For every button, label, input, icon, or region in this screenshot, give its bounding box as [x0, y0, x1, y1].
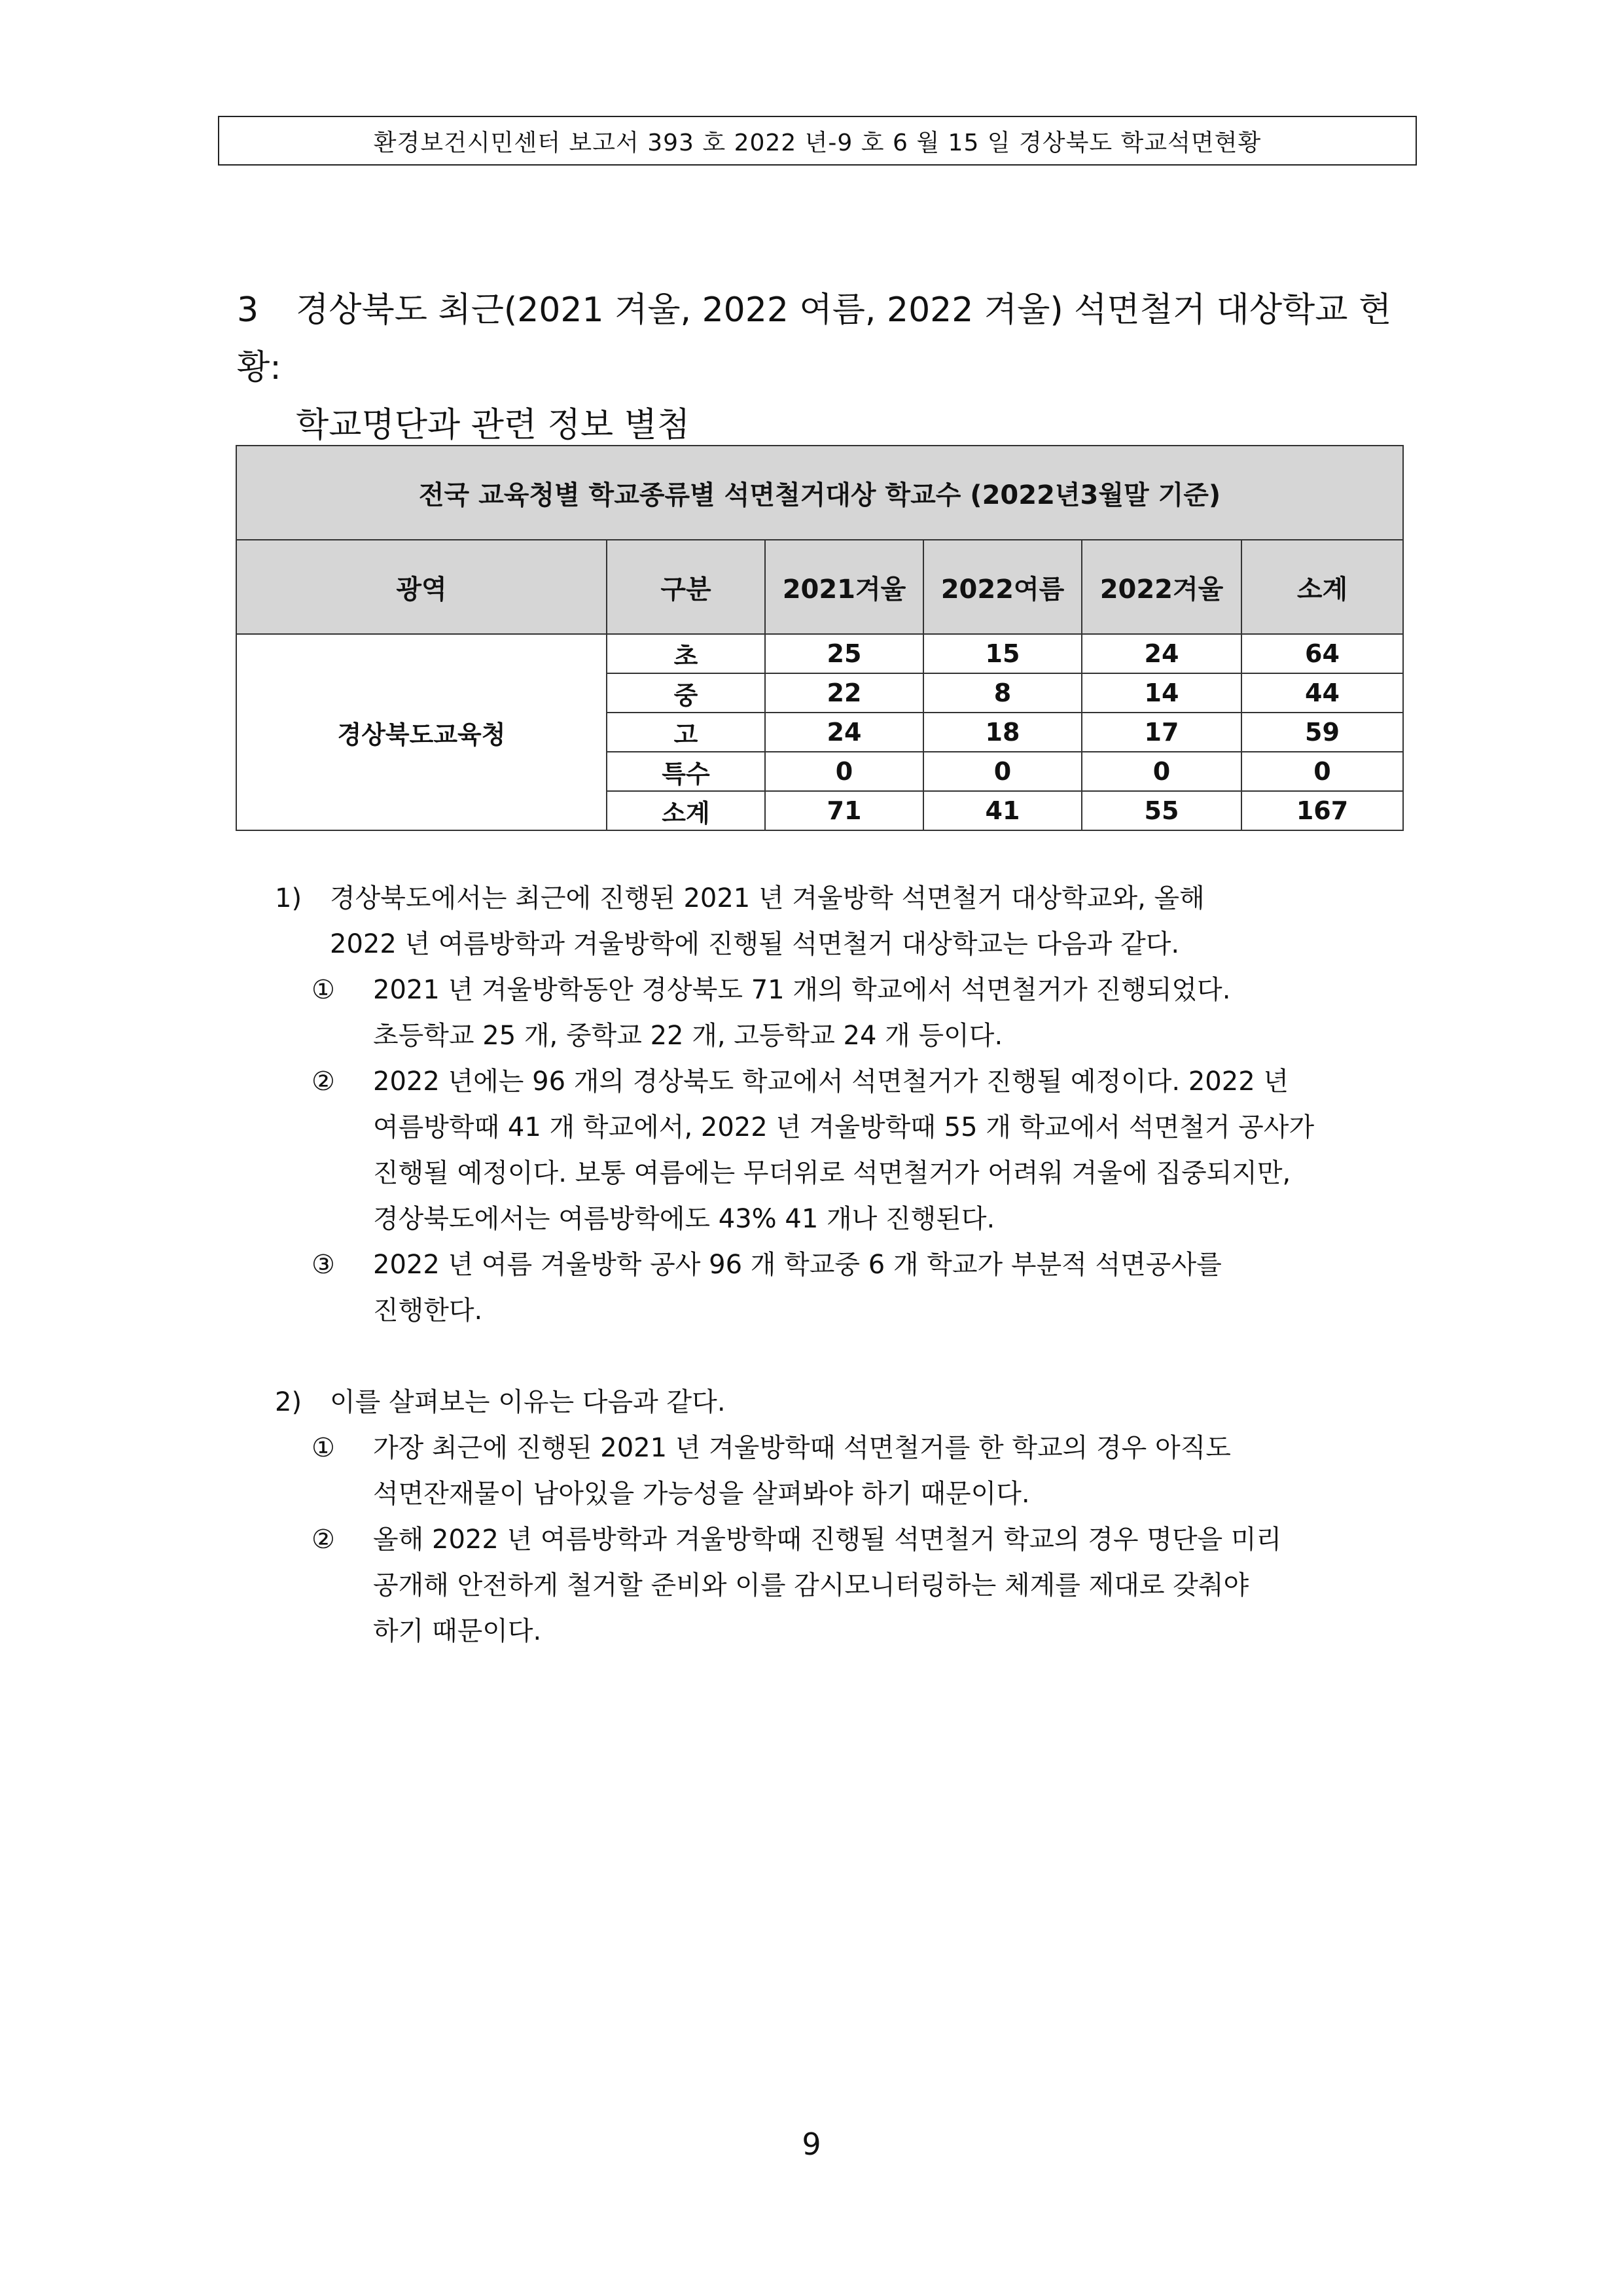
section-number: 3 — [237, 291, 259, 330]
column-header: 2021겨울 — [765, 540, 923, 634]
paragraph-line: 2021 년 겨울방학동안 경상북도 71 개의 학교에서 석면철거가 진행되었다. — [373, 975, 1231, 1005]
paragraph-line: 2022 년에는 96 개의 경상북도 학교에서 석면철거가 진행될 예정이다. 2022 년 — [373, 1067, 1289, 1097]
table-cell: 0 — [1082, 752, 1241, 791]
table-title-row — [236, 446, 1403, 540]
table-cell: 22 — [765, 673, 923, 713]
table-cell: 초 — [607, 634, 765, 673]
table-cell: 24 — [1082, 634, 1241, 673]
circled-number: ① — [312, 975, 335, 1005]
sub-item — [275, 967, 1400, 1059]
table-cell: 24 — [765, 713, 923, 752]
column-header: 구분 — [607, 540, 765, 634]
paragraph-line: 여름방학때 41 개 학교에서, 2022 년 겨울방학때 55 개 학교에서 석면철거 공사가 — [373, 1112, 1315, 1142]
table-cell: 18 — [923, 713, 1082, 752]
page-number: 9 — [802, 2127, 821, 2162]
section-title-line2: 학교명단과 관련 정보 별첨 — [296, 406, 690, 445]
table-row — [236, 634, 1403, 673]
section-title-line1: 경상북도 최근(2021 겨울, 2022 여름, 2022 겨울) 석면철거 대상학교 현황: — [237, 291, 1392, 387]
circled-number: ① — [312, 1433, 335, 1463]
table-cell: 고 — [607, 713, 765, 752]
school-count-table — [236, 445, 1404, 831]
section-heading — [237, 281, 1415, 454]
circled-number: ② — [312, 1525, 335, 1555]
table-cell: 17 — [1082, 713, 1241, 752]
paragraph-line: 초등학교 25 개, 중학교 22 개, 고등학교 24 개 등이다. — [373, 1021, 1003, 1051]
table-cell: 0 — [923, 752, 1082, 791]
table-cell: 0 — [765, 752, 923, 791]
table-cell: 15 — [923, 634, 1082, 673]
column-header: 소계 — [1241, 540, 1403, 634]
report-header — [218, 116, 1417, 166]
sub-item — [275, 1425, 1400, 1517]
sub-item — [275, 1517, 1400, 1654]
circled-number: ③ — [312, 1250, 335, 1280]
table-cell: 중 — [607, 673, 765, 713]
spacer — [275, 1333, 1400, 1379]
table-cell: 44 — [1241, 673, 1403, 713]
table-cell: 55 — [1082, 791, 1241, 830]
body-text — [275, 875, 1400, 1654]
paragraph-line: 석면잔재물이 남아있을 가능성을 살펴봐야 하기 때문이다. — [373, 1479, 1030, 1509]
paragraph-line: 이를 살펴보는 이유는 다음과 같다. — [330, 1387, 726, 1417]
table-cell: 0 — [1241, 752, 1403, 791]
column-header: 2022여름 — [923, 540, 1082, 634]
paragraph-line: 진행한다. — [373, 1296, 483, 1326]
table-title: 전국 교육청별 학교종류별 석면철거대상 학교수 (2022년3월말 기준) — [236, 446, 1403, 540]
paragraph-line: 올해 2022 년 여름방학과 겨울방학때 진행될 석면철거 학교의 경우 명단을 미리 — [373, 1525, 1282, 1555]
report-header-text: 환경보건시민센터 보고서 393 호 2022 년-9 호 6 월 15 일 경상북도 학교석면현황 — [373, 129, 1262, 156]
table-cell: 71 — [765, 791, 923, 830]
table-cell: 특수 — [607, 752, 765, 791]
region-cell: 경상북도교육청 — [236, 634, 607, 830]
sub-item — [275, 1242, 1400, 1333]
table-cell: 14 — [1082, 673, 1241, 713]
list-marker: 2) — [275, 1387, 302, 1417]
paragraph-line: 경상북도에서는 최근에 진행된 2021 년 겨울방학 석면철거 대상학교와, 올해 — [330, 883, 1205, 913]
paragraph-line: 공개해 안전하게 철거할 준비와 이를 감시모니터링하는 체계를 제대로 갖춰야 — [373, 1570, 1249, 1600]
table-cell: 25 — [765, 634, 923, 673]
paragraph-line: 하기 때문이다. — [373, 1616, 542, 1646]
list-item-1 — [275, 875, 1400, 967]
table-cell: 64 — [1241, 634, 1403, 673]
paragraph-line: 2022 년 여름 겨울방학 공사 96 개 학교중 6 개 학교가 부분적 석면공사를 — [373, 1250, 1222, 1280]
list-marker: 1) — [275, 883, 302, 913]
paragraph-line: 진행될 예정이다. 보통 여름에는 무더위로 석면철거가 어려워 겨울에 집중되지만, — [373, 1158, 1291, 1188]
paragraph-line: 경상북도에서는 여름방학에도 43% 41 개나 진행된다. — [373, 1204, 995, 1234]
table-cell: 167 — [1241, 791, 1403, 830]
circled-number: ② — [312, 1067, 335, 1097]
column-header: 광역 — [236, 540, 607, 634]
table-cell: 소계 — [607, 791, 765, 830]
paragraph-line: 2022 년 여름방학과 겨울방학에 진행될 석면철거 대상학교는 다음과 같다. — [330, 929, 1180, 959]
list-item-2 — [275, 1379, 1400, 1425]
column-header: 2022겨울 — [1082, 540, 1241, 634]
table-cell: 59 — [1241, 713, 1403, 752]
sub-item — [275, 1059, 1400, 1242]
table-cell: 8 — [923, 673, 1082, 713]
paragraph-line: 가장 최근에 진행된 2021 년 겨울방학때 석면철거를 한 학교의 경우 아직도 — [373, 1433, 1231, 1463]
table-header-row — [236, 540, 1403, 634]
table-cell: 41 — [923, 791, 1082, 830]
